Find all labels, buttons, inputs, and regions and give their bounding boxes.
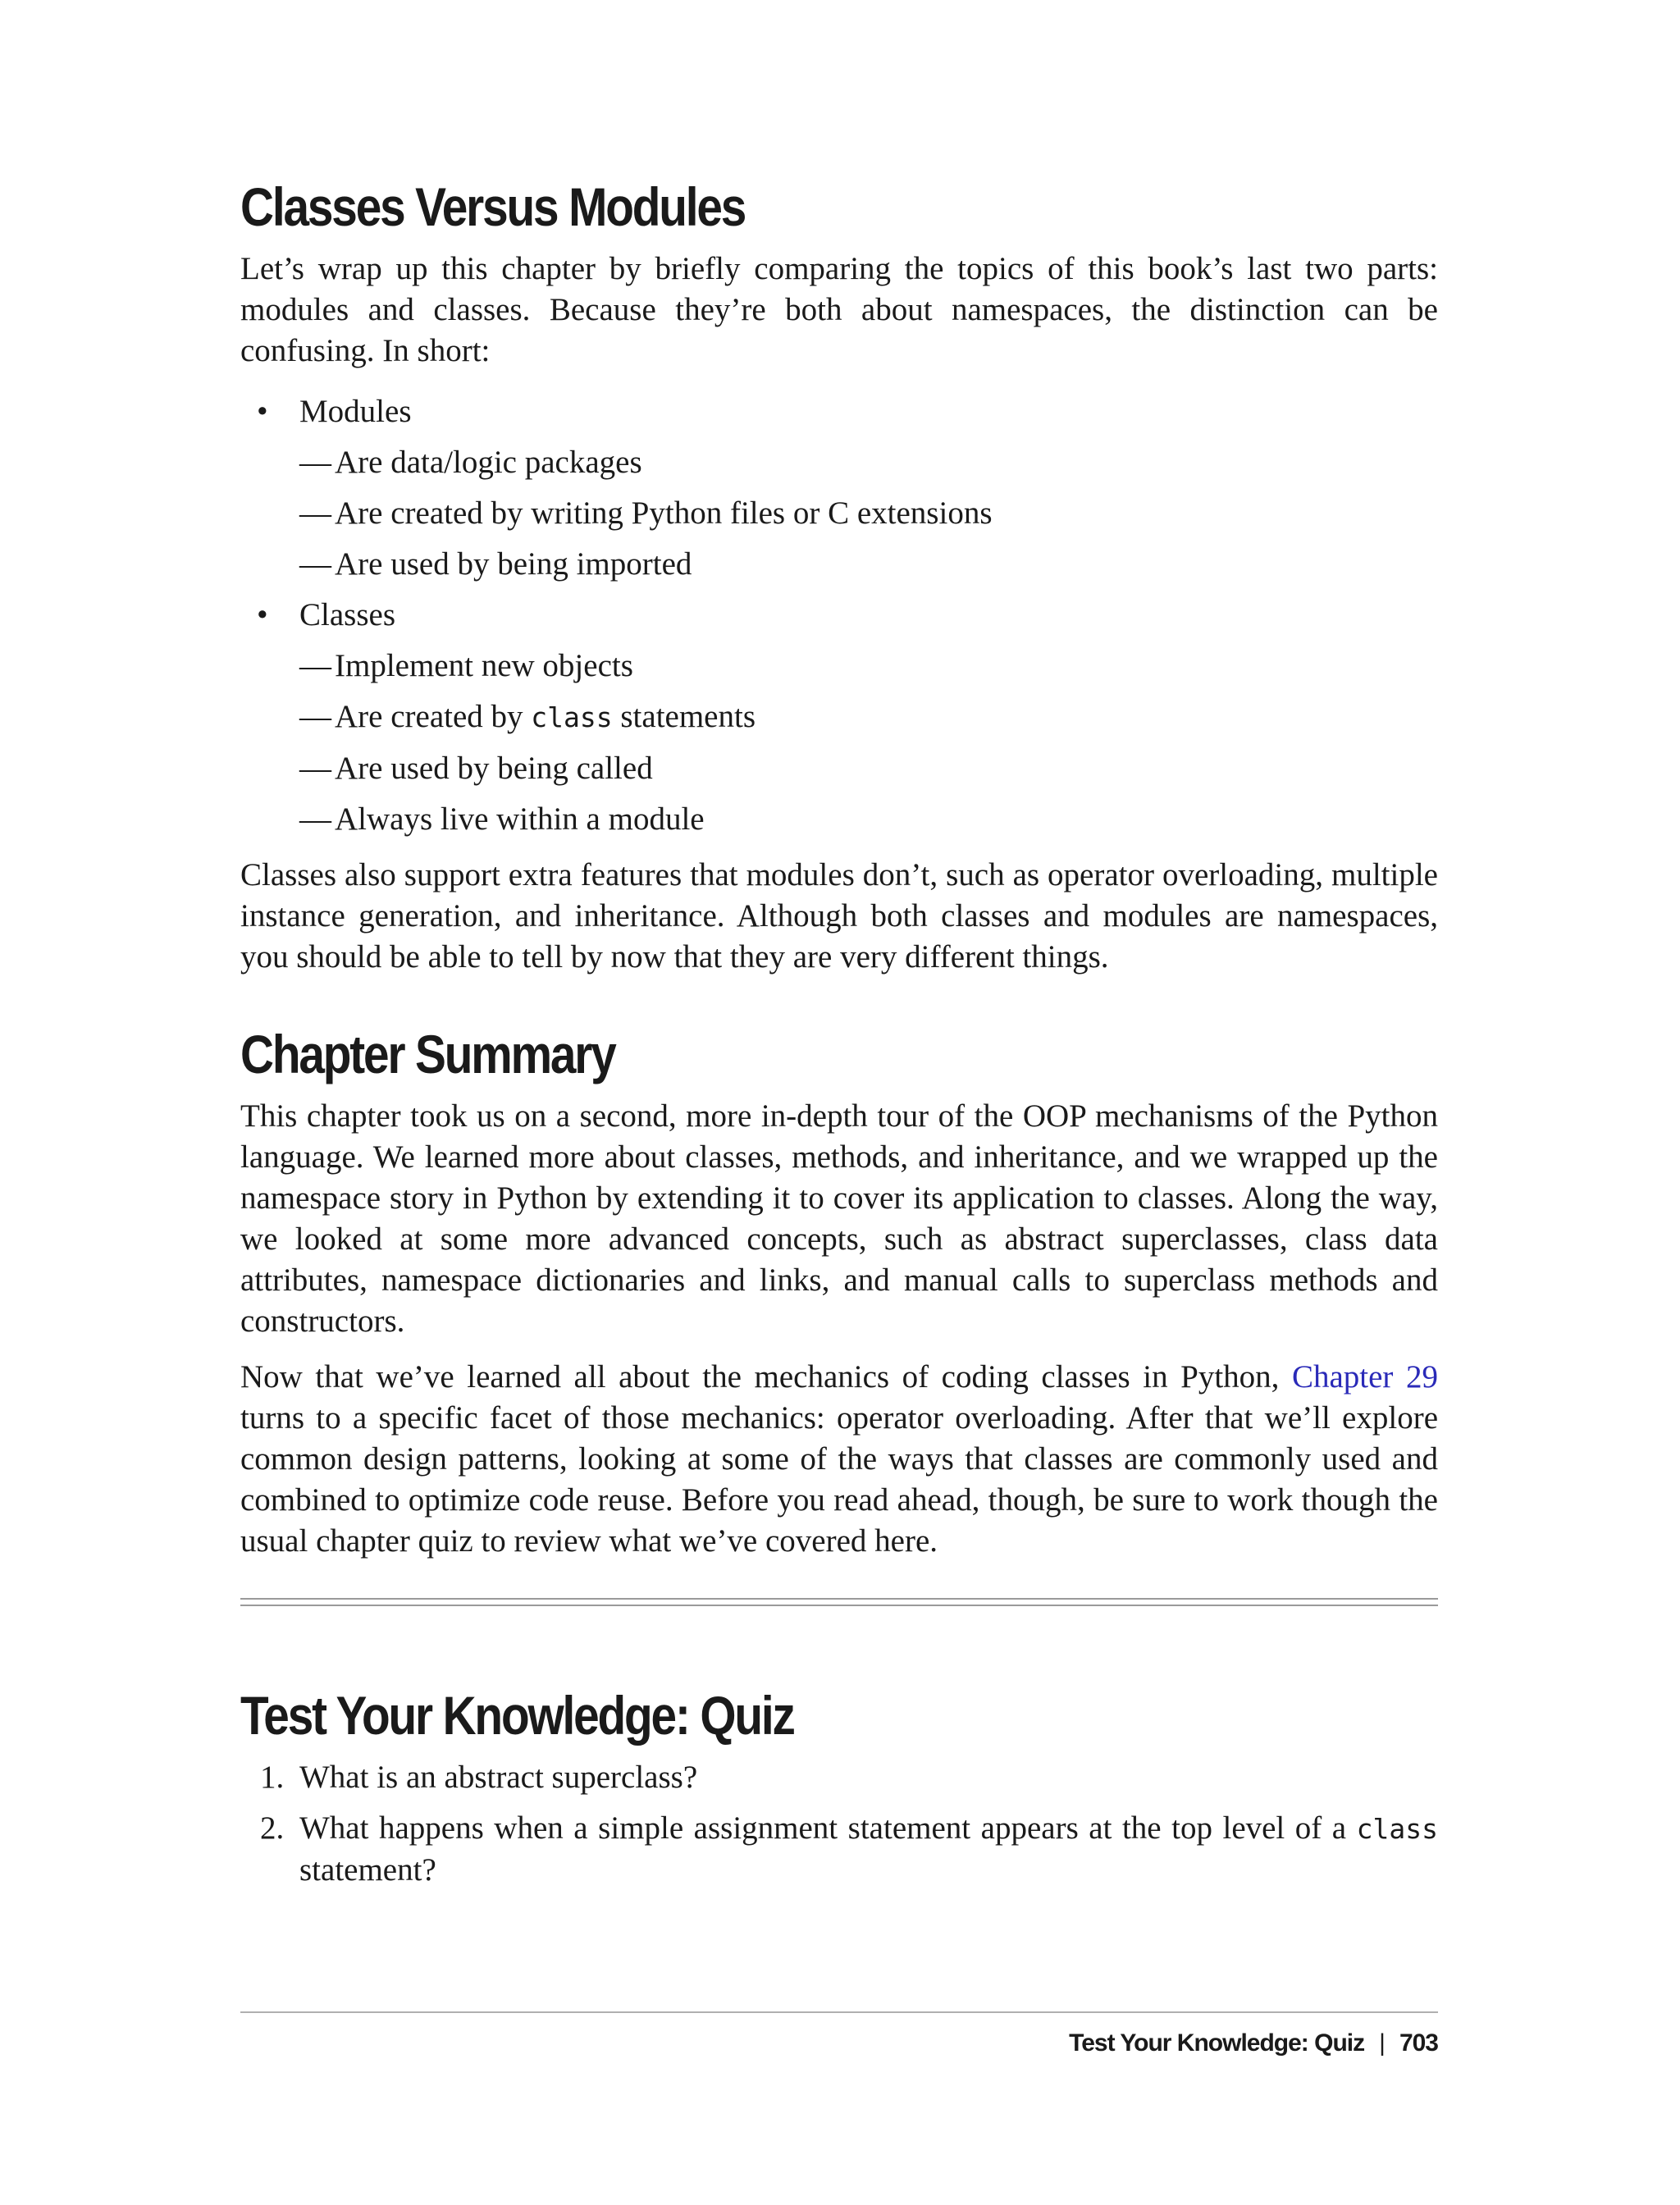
classes-label: Classes [299,596,395,632]
sub-item-text: Are created by writing Python files or C extensions [335,495,993,531]
question-number: 2. [260,1810,285,1846]
summary-paragraph-2 [240,1357,1438,1562]
dash-icon: — [299,698,331,734]
dash-icon: — [299,546,331,582]
modules-label: Modules [299,393,412,429]
footer-separator: | [1379,2029,1385,2057]
sub-item-text: Are data/logic packages [335,444,642,480]
sub-list-item [299,488,1438,539]
sub-item-text: Implement new objects [335,647,633,683]
classes-sublist [299,641,1438,845]
page-content [240,176,1438,1901]
page-number: 703 [1399,2029,1438,2057]
section-heading-classes-vs-modules: Classes Versus Modules [240,176,746,237]
footer-rule [240,2011,1438,2013]
quiz-list [240,1757,1438,1891]
dash-icon: — [299,750,331,786]
sub-item-text: Are used by being imported [335,546,692,582]
comparison-list [240,386,1438,845]
modules-sublist [299,437,1438,590]
quiz-question [240,1808,1438,1891]
inline-code: class [531,701,613,733]
footer-text [240,2029,1438,2057]
sub-item-text: Always live within a module [335,801,705,837]
bullet-icon: • [257,596,268,632]
inline-code: class [1356,1812,1438,1845]
section-spacer [240,1606,1438,1685]
sub-list-item [299,641,1438,692]
sub-item-text: Are created by [335,698,532,734]
sub-list-item [299,743,1438,794]
question-text: What is an abstract superclass? [299,1759,698,1795]
sub-item-text: statements [612,698,756,734]
chapter-29-link[interactable]: Chapter 29 [1291,1358,1438,1395]
summary-paragraph-1: This chapter took us on a second, more in-depth tour of the OOP mechanisms of the Python language. We learned more about classes, methods, and inheritance, and we wrapped up the namespace story in Python by extending it to cover its application to classes. Along the way, we looked at some more advanced concepts, such as abstract superclasses, class data attributes, namespace dictionaries and links, and manual calls to superclass methods and constructors. [240,1098,1438,1339]
summary-text: turns to a specific facet of those mechanics: operator overloading. After that we’ll explore common design patterns, looking at some of the ways that classes are commonly used and combined to optimize code reuse. Before you read ahead, though, be sure to work though the usual chapter quiz to review what we’ve covered here. [240,1399,1438,1559]
question-text: What happens when a simple assignment statement appears at the top level of a [299,1810,1357,1846]
question-text: statement? [299,1851,436,1888]
list-item-classes [240,590,1438,845]
summary-text: Now that we’ve learned all about the mechanics of coding classes in Python, [240,1358,1292,1395]
sub-list-item [299,437,1438,488]
section-heading-quiz: Test Your Knowledge: Quiz [240,1684,794,1746]
sub-list-item [299,692,1438,743]
sub-item-text: Are used by being called [335,750,653,786]
question-number: 1. [260,1759,285,1795]
sub-list-item [299,539,1438,590]
dash-icon: — [299,495,331,531]
list-item-modules [240,386,1438,590]
sub-list-item [299,794,1438,845]
section-heading-chapter-summary: Chapter Summary [240,1023,615,1084]
dash-icon: — [299,444,331,480]
intro-paragraph: Let’s wrap up this chapter by briefly comparing the topics of this book’s last two parts: modules and classes. Because they’re both about namespaces, the distinction can be confusing. In short: [240,250,1438,368]
closing-paragraph: Classes also support extra features that modules don’t, such as operator overloading, multiple instance generation, and inheritance. Although both classes and modules are namespaces, you should be able to tell by now that they are very different things. [240,856,1438,975]
quiz-question [240,1757,1438,1798]
dash-icon: — [299,647,331,683]
page-footer [240,2011,1438,2057]
dash-icon: — [299,801,331,837]
section-spacer [240,993,1438,1024]
running-head: Test Your Knowledge: Quiz [1069,2029,1365,2057]
section-divider [240,1598,1438,1606]
bullet-icon: • [257,393,268,429]
